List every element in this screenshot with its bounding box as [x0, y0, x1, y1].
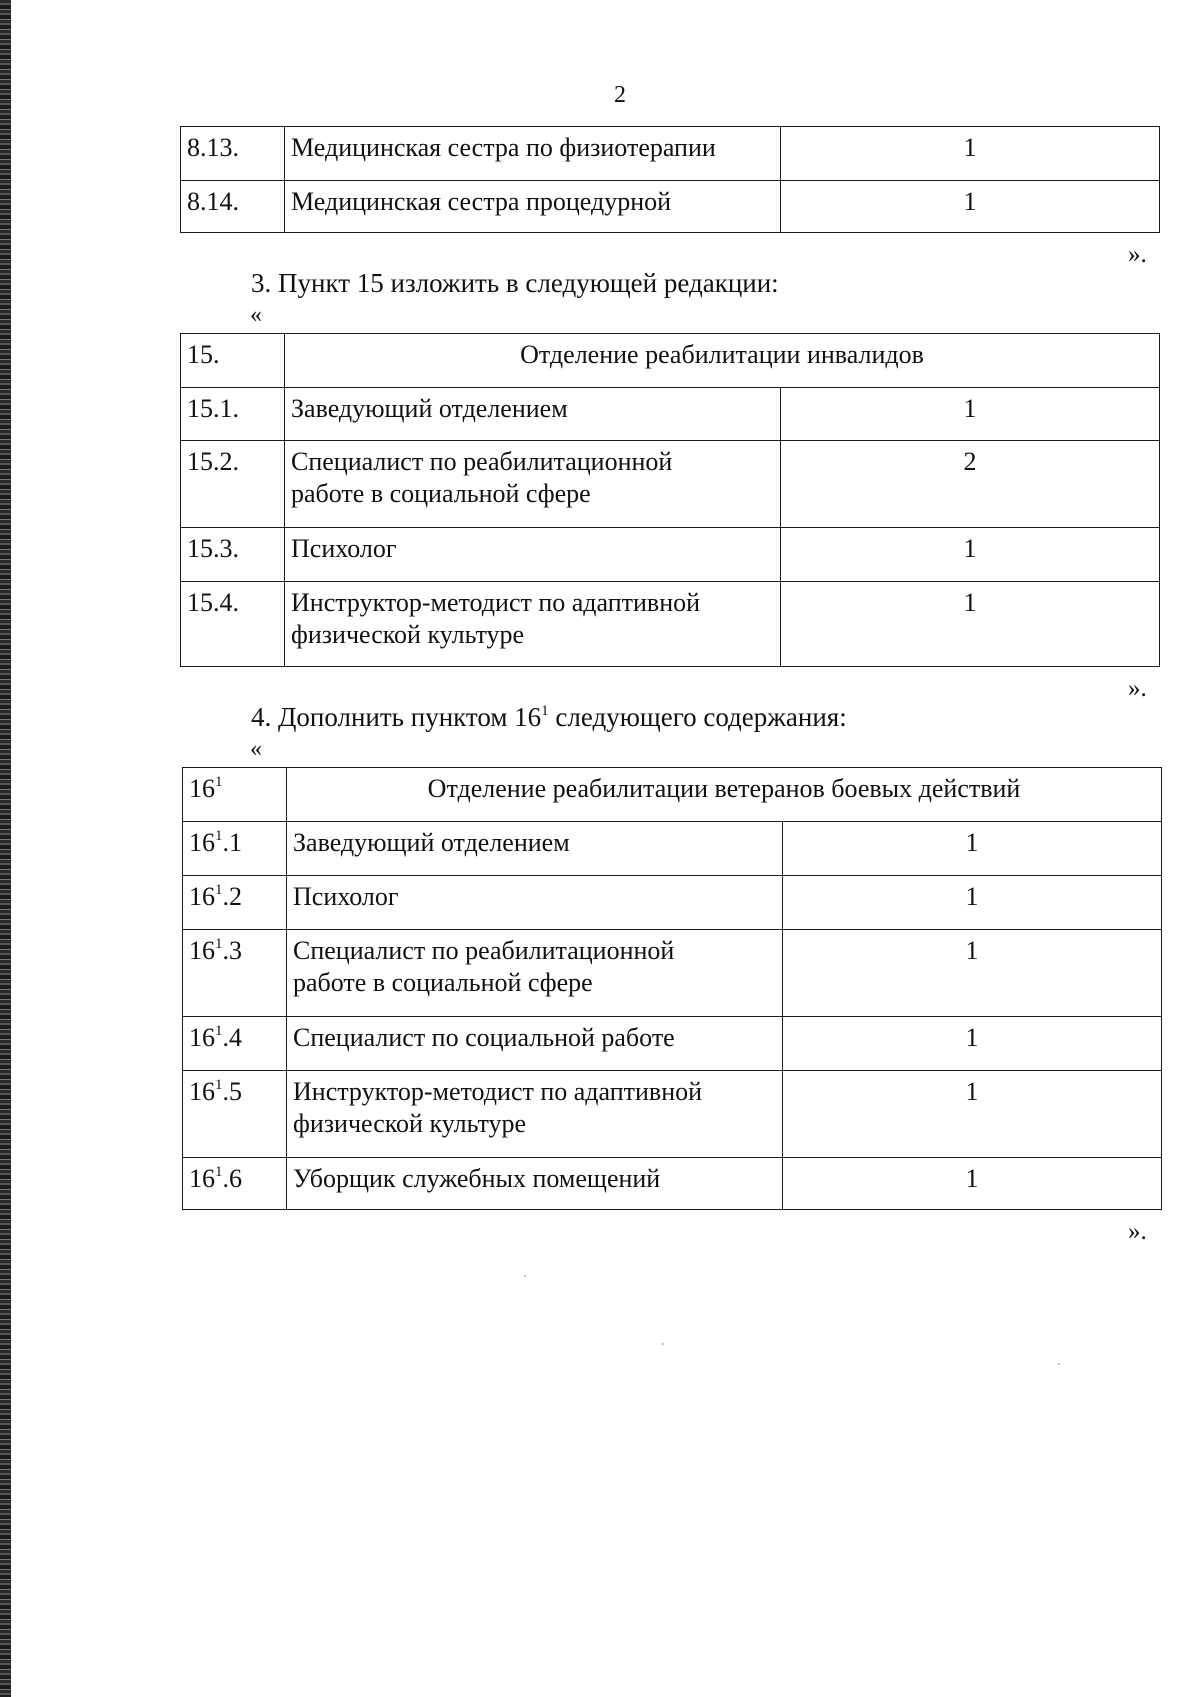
position-quantity: 1 — [781, 181, 1160, 233]
position-name-line: Уборщик служебных помещений — [293, 1164, 661, 1193]
row-number-base: 16 — [189, 828, 215, 857]
position-name — [287, 1071, 783, 1158]
row-number-suffix: .6 — [222, 1164, 242, 1193]
position-quantity: 1 — [783, 876, 1162, 930]
position-name — [287, 822, 783, 876]
table-row — [181, 127, 1160, 181]
row-number: 15.2. — [181, 441, 285, 528]
opening-quote: « — [250, 736, 262, 762]
position-name — [287, 930, 783, 1017]
position-name: Медицинская сестра по физиотерапии — [285, 127, 781, 181]
position-name — [285, 441, 781, 528]
row-number — [183, 822, 287, 876]
position-name — [285, 528, 781, 582]
table-row — [183, 822, 1162, 876]
table-row — [183, 1071, 1162, 1158]
position-name — [287, 1017, 783, 1071]
table-row — [183, 930, 1162, 1017]
amendment-instruction-4 — [251, 702, 847, 733]
row-number-suffix: .3 — [222, 936, 242, 965]
position-name-line: физической культуре — [291, 620, 524, 649]
row-number-suffix: .4 — [222, 1023, 242, 1052]
row-number-suffix: .2 — [222, 882, 242, 911]
position-name-line: работе в социальной сфере — [291, 479, 591, 508]
table-row — [183, 1158, 1162, 1210]
position-quantity: 1 — [783, 1071, 1162, 1158]
row-number-base: 16 — [189, 936, 215, 965]
position-name — [285, 582, 781, 667]
section-number — [183, 768, 287, 822]
scan-speck — [1058, 1363, 1060, 1365]
row-number: 8.14. — [181, 181, 285, 233]
closing-quote: ». — [1128, 241, 1147, 268]
row-number: 15.3. — [181, 528, 285, 582]
row-number-suffix: .1 — [222, 828, 242, 857]
superscript: 1 — [215, 828, 223, 844]
position-name-line: Психолог — [293, 882, 399, 911]
table-row — [183, 1017, 1162, 1071]
superscript: 1 — [215, 1077, 223, 1093]
row-number-base: 16 — [189, 882, 215, 911]
position-name — [287, 1158, 783, 1210]
instruction-text: 4. Дополнить пунктом 16 — [251, 702, 542, 732]
department-title: Отделение реабилитации ветеранов боевых действий — [287, 768, 1162, 822]
positions-table-15 — [180, 333, 1160, 667]
position-quantity: 1 — [783, 822, 1162, 876]
position-quantity: 2 — [781, 441, 1160, 528]
table-row — [181, 441, 1160, 528]
superscript: 1 — [215, 1164, 223, 1180]
position-name-line: Специалист по реабилитационной — [291, 447, 673, 476]
closing-quote: ». — [1128, 1218, 1147, 1245]
table-header-row — [181, 334, 1160, 388]
row-number — [183, 930, 287, 1017]
table-row — [181, 181, 1160, 233]
position-name: Медицинская сестра процедурной — [285, 181, 781, 233]
position-quantity: 1 — [781, 127, 1160, 181]
position-quantity: 1 — [783, 1017, 1162, 1071]
opening-quote: « — [250, 302, 262, 328]
superscript: 1 — [215, 882, 223, 898]
position-quantity: 1 — [781, 528, 1160, 582]
row-number-suffix: .5 — [222, 1077, 242, 1106]
position-name-line: работе в социальной сфере — [293, 968, 593, 997]
table-row — [183, 876, 1162, 930]
amendment-instruction-3: 3. Пункт 15 изложить в следующей редакции: — [251, 268, 779, 298]
table-row — [181, 388, 1160, 441]
instruction-text: следующего содержания: — [548, 702, 847, 732]
department-title: Отделение реабилитации инвалидов — [285, 334, 1160, 388]
superscript: 1 — [541, 703, 549, 719]
position-name-line: физической культуре — [293, 1109, 526, 1138]
row-number — [183, 1017, 287, 1071]
closing-quote: ». — [1128, 675, 1147, 702]
table-row — [181, 582, 1160, 667]
position-name — [287, 876, 783, 930]
row-number — [183, 1158, 287, 1210]
page-number: 2 — [614, 82, 626, 108]
superscript: 1 — [215, 1023, 223, 1039]
position-name-line: Инструктор-методист по адаптивной — [291, 588, 701, 617]
row-number — [183, 876, 287, 930]
superscript: 1 — [215, 936, 223, 952]
section-number: 15. — [181, 334, 285, 388]
scan-edge-shadow — [0, 0, 11, 1697]
scan-speck — [524, 1275, 526, 1277]
position-name-line: Специалист по реабилитационной — [293, 936, 675, 965]
row-number: 15.4. — [181, 582, 285, 667]
section-number-base: 16 — [189, 774, 215, 803]
position-name-line: Психолог — [291, 534, 397, 563]
row-number — [183, 1071, 287, 1158]
row-number-base: 16 — [189, 1023, 215, 1052]
position-quantity: 1 — [781, 582, 1160, 667]
position-quantity: 1 — [783, 930, 1162, 1017]
scan-speck — [662, 1343, 664, 1345]
row-number-base: 16 — [189, 1164, 215, 1193]
position-quantity: 1 — [781, 388, 1160, 441]
table-row — [181, 528, 1160, 582]
row-number: 15.1. — [181, 388, 285, 441]
positions-table-16-1 — [182, 767, 1162, 1210]
superscript: 1 — [215, 774, 223, 790]
position-name — [285, 388, 781, 441]
positions-table-8 — [180, 126, 1160, 233]
position-name-line: Заведующий отделением — [291, 394, 568, 423]
table-header-row — [183, 768, 1162, 822]
position-name-line: Заведующий отделением — [293, 828, 570, 857]
row-number-base: 16 — [189, 1077, 215, 1106]
row-number: 8.13. — [181, 127, 285, 181]
position-name-line: Специалист по социальной работе — [293, 1023, 675, 1052]
position-quantity: 1 — [783, 1158, 1162, 1210]
position-name-line: Инструктор-методист по адаптивной — [293, 1077, 703, 1106]
